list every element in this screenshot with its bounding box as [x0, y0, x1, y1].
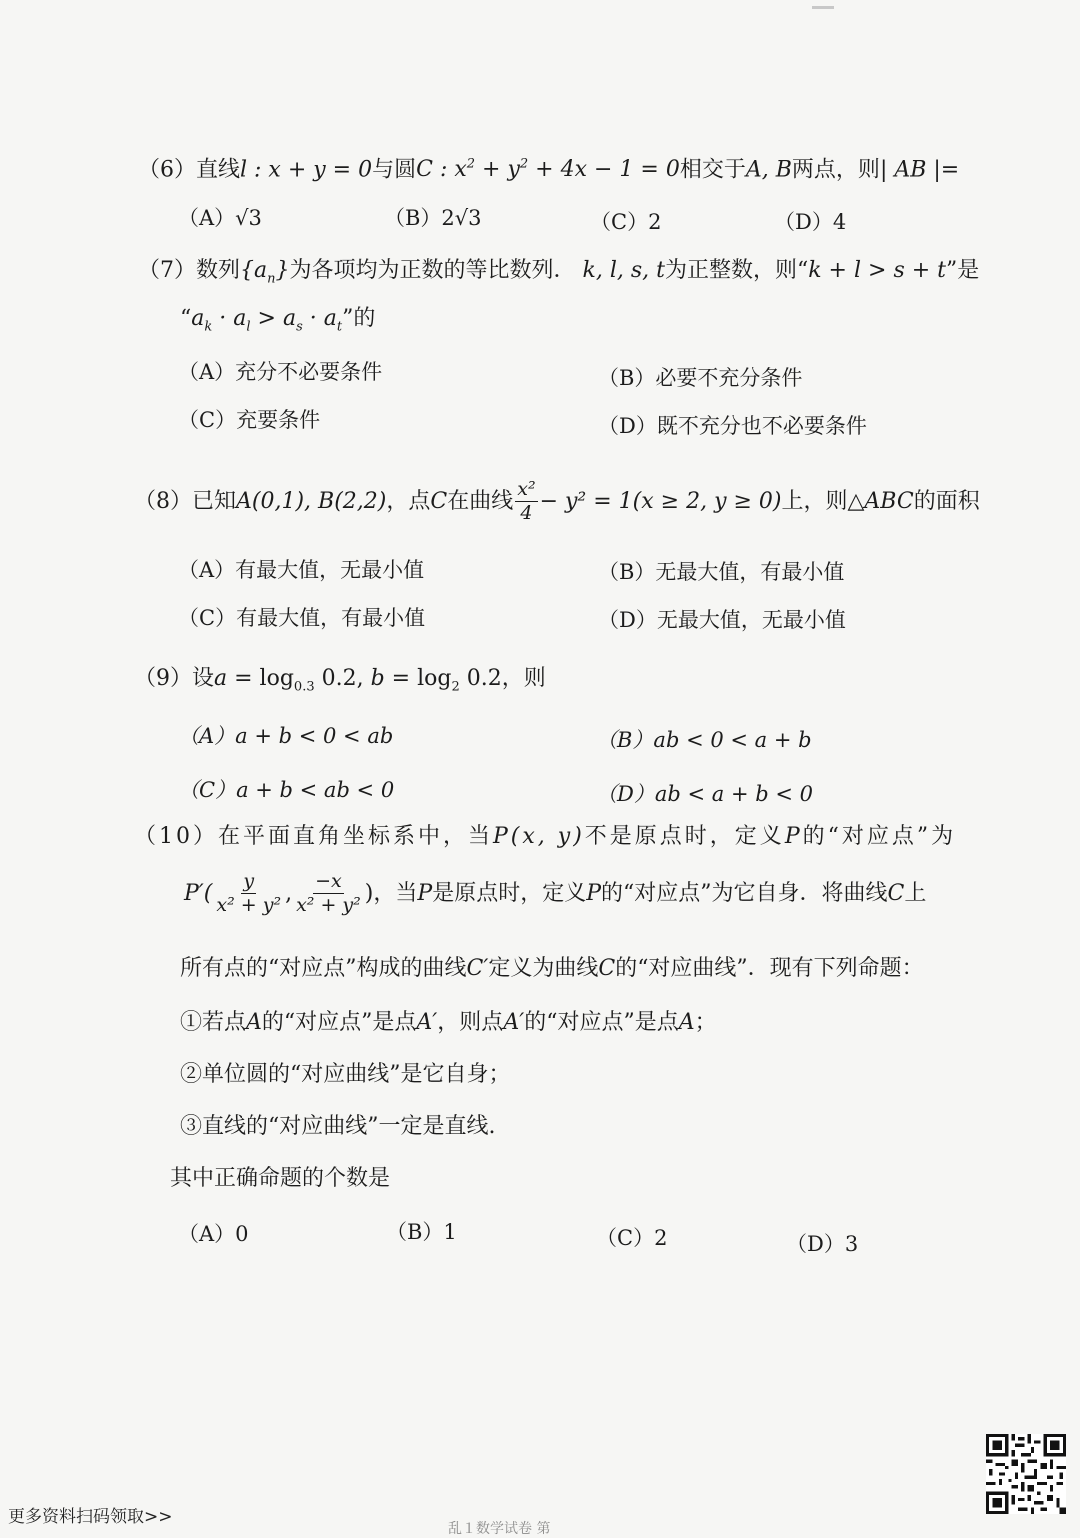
q7-stem-line2 [180, 308, 375, 333]
q10-option-d: （D）3 [786, 1232, 859, 1256]
q10-text: ； [694, 1010, 717, 1035]
q10-item-2: ②单位圆的“对应曲线”是它自身； [180, 1062, 511, 1087]
q10-point: P [417, 880, 433, 906]
q8-text: 上，则△ [781, 488, 865, 514]
q10-option-c: （C）2 [596, 1226, 668, 1250]
q8-points: A(0,1), B(2,2) [236, 488, 387, 514]
q7-stem [138, 260, 979, 285]
q10-text: ①若点 [180, 1010, 247, 1035]
q7-text: “ [180, 306, 192, 331]
q10-frac-den: x² + y² [216, 894, 282, 916]
q8-text: 的面积 [913, 488, 980, 514]
q10-point: A [678, 1010, 695, 1035]
q10-curve: C [598, 956, 616, 981]
q7-cond2: · a [302, 306, 337, 331]
scan-prompt-text[interactable]: 更多资料扫码领取>> [8, 1507, 173, 1527]
q10-point: A′ [503, 1010, 525, 1035]
qr-code-icon[interactable] [986, 1434, 1066, 1514]
q10-text: 的“对应点”是点 [524, 1010, 679, 1035]
q10-text: 上 [904, 880, 927, 906]
q9-log: = log [227, 666, 294, 691]
q7-option-c: （C）充要条件 [178, 408, 321, 432]
q10-text: 定义为曲线 [488, 956, 599, 981]
q10-option-a: （A）0 [178, 1222, 249, 1246]
q10-text: 的“对应曲线”．现有下列命题： [615, 956, 924, 981]
q6-option-b: （B）2√3 [384, 206, 482, 230]
q8-option-d: （D）无最大值，无最小值 [598, 608, 846, 632]
q7-vars: k, l, s, t [582, 258, 665, 283]
q10-text: 的“对应点”为它自身．将曲线 [601, 880, 888, 906]
q8-option-c: （C）有最大值，有最小值 [178, 606, 426, 630]
q7-text: （7）数列 [138, 258, 240, 283]
q8-option-b: （B）无最大值，有最小值 [598, 560, 845, 584]
q10-text: , [285, 880, 293, 906]
q10-point: P [586, 880, 602, 906]
q6-option-d: （D）4 [774, 210, 847, 234]
q7-cond2: > a [250, 306, 297, 331]
q7-sub: k [204, 319, 213, 335]
q9-log: = log [384, 666, 452, 691]
q7-cond2: · a [212, 306, 247, 331]
q6-text: （6）直线 [138, 157, 240, 183]
q9-log-base: 0.3 [293, 679, 315, 695]
q6-text: 与圆 [372, 157, 417, 183]
q10-point: P′( [184, 880, 213, 906]
q6-option-a: （A）√3 [178, 206, 262, 230]
q8-text: 在曲线 [447, 488, 514, 514]
q10-text: 的“对应点”为 [802, 824, 957, 849]
q9-option-b: （B）ab < 0 < a + b [596, 728, 812, 752]
q7-seq-sub: n [267, 271, 276, 287]
q6-circle-eq: + 4x − 1 = 0 [528, 157, 680, 183]
q10-text: ，则点 [437, 1010, 504, 1035]
q9-option-a: （A）a + b < 0 < ab [178, 724, 394, 748]
q10-point: A′ [416, 1010, 438, 1035]
q9-var: b [370, 666, 385, 691]
q6-exp: 2 [466, 157, 476, 172]
q10-text: 不是原点时，定义 [584, 824, 785, 849]
q9-option-d: （D）ab < a + b < 0 [596, 782, 813, 806]
q7-option-d: （D）既不充分也不必要条件 [598, 414, 867, 438]
q10-fraction-2 [294, 872, 363, 915]
q6-text: 相交于 [679, 157, 746, 183]
q10-text: 是原点时，定义 [432, 880, 587, 906]
q10-option-b: （B）1 [386, 1220, 457, 1244]
q9-text: （9）设 [134, 666, 214, 691]
q6-exp: 2 [519, 157, 529, 172]
q7-text: 为正整数，则“ [664, 258, 809, 283]
q7-cond2: a [191, 306, 205, 331]
q9-text: 0.2，则 [459, 666, 546, 691]
q7-seq: } [275, 258, 290, 283]
page-marker: 乱１数学试卷 第 [448, 1521, 551, 1537]
q8-point-c: C [430, 488, 448, 514]
q7-condition: k + l > s + t [808, 258, 946, 283]
q10-text: ) [364, 880, 374, 906]
q8-frac-num: x² [517, 478, 536, 500]
q7-option-b: （B）必要不充分条件 [598, 366, 803, 390]
q10-text: 的“对应点”是点 [261, 1010, 417, 1035]
q10-fraction-1 [214, 872, 283, 915]
q6-stem [138, 158, 959, 181]
q6-circle-eq: C : x [416, 157, 467, 183]
q6-circle-eq: + y [475, 157, 520, 183]
q7-sub: l [246, 319, 251, 335]
q7-text: ”是 [946, 258, 980, 283]
q10-item-3: ③直线的“对应曲线”一定是直线. [180, 1114, 496, 1139]
q9-log-base: 2 [451, 679, 460, 695]
q6-option-c: （C）2 [590, 210, 662, 234]
q7-option-a: （A）充分不必要条件 [178, 360, 383, 384]
q10-line1 [134, 826, 956, 848]
q8-curve: − y² = 1(x ≥ 2, y ≥ 0) [539, 488, 782, 514]
q10-frac-num: y [243, 870, 255, 892]
q7-text: ”的 [342, 306, 376, 331]
q9-option-c: （C）a + b < ab < 0 [178, 778, 395, 802]
q7-text: 为各项均为正数的等比数列． [289, 258, 576, 283]
q10-text: ，当 [373, 880, 418, 906]
q10-text: （10）在平面直角坐标系中，当 [134, 824, 493, 849]
q10-point: A [246, 1010, 262, 1035]
q10-frac-num: −x [315, 870, 342, 892]
q10-item-1 [180, 1012, 717, 1034]
q7-sub: s [296, 319, 303, 335]
q6-text: 两点，则 [791, 157, 880, 183]
q10-line3 [180, 958, 924, 980]
q8-triangle: ABC [864, 488, 914, 514]
q6-line-eq: l : x + y = 0 [240, 157, 373, 183]
q10-curve: C [887, 880, 905, 906]
q8-frac-den: 4 [520, 502, 533, 524]
q9-text: 0.2, [314, 666, 371, 691]
q7-seq: {a [240, 258, 268, 283]
q10-point: P(x, y) [493, 824, 585, 849]
q8-stem [134, 480, 980, 523]
q10-point: P [784, 824, 803, 849]
q9-var: a [214, 666, 228, 691]
q9-stem [134, 668, 546, 693]
scan-artifact [812, 6, 834, 9]
q8-text: （8）已知 [134, 488, 236, 514]
q6-abs: | AB |= [879, 157, 960, 183]
q10-frac-den: x² + y² [296, 894, 361, 916]
q10-curve: C′ [466, 956, 489, 981]
q6-points: A, B [745, 157, 792, 183]
q8-fraction [515, 480, 537, 523]
q10-question: 其中正确命题的个数是 [170, 1166, 391, 1191]
q10-text: 所有点的“对应点”构成的曲线 [180, 956, 467, 981]
q8-text: ，点 [386, 488, 431, 514]
q7-sub: t [336, 319, 343, 335]
q10-line2 [184, 872, 926, 915]
q8-option-a: （A）有最大值，无最小值 [178, 558, 425, 582]
